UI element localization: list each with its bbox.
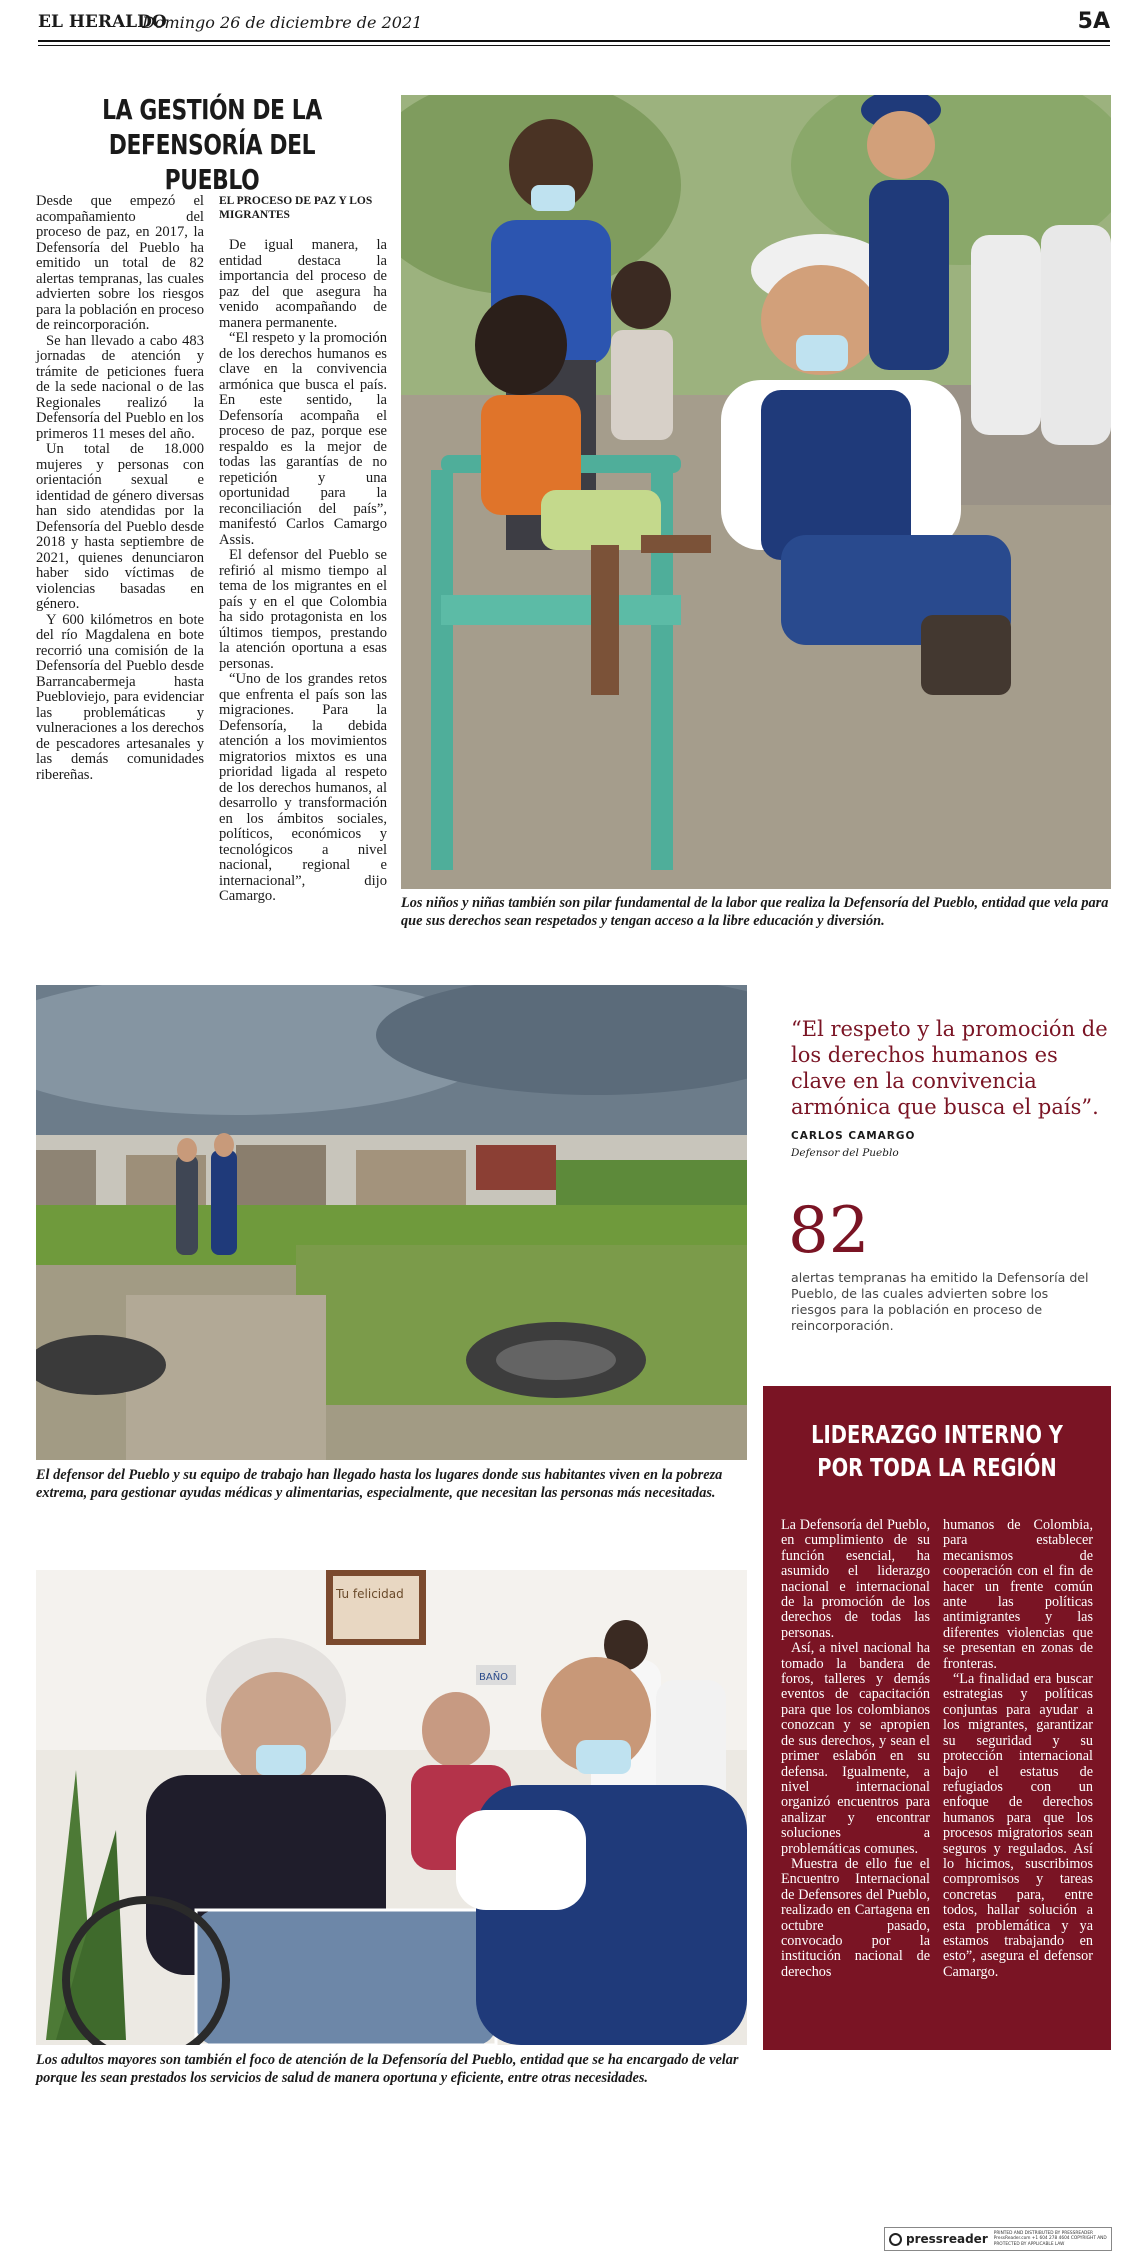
sidebar-title: LIDERAZGO INTERNO Y POR TODA LA REGIÓN xyxy=(811,1420,1063,1482)
article-column-1 xyxy=(36,194,204,783)
header-rule xyxy=(38,40,1110,42)
pressreader-brand: pressreader xyxy=(906,2232,988,2246)
article-column-2 xyxy=(219,194,387,905)
sign-bano: BAÑO xyxy=(479,1672,509,1683)
paragraph: humanos de Colombia, para establecer mecanismos de cooperación con el fin de hacer un frente común ante las políticas antimigrantes y las diferentes violencias que se presentan en zonas de fronteras. xyxy=(943,1517,1093,1672)
pull-quote: “El respeto y la promoción de los derechos humanos es clave en la convivencia armónica que busca el país”. xyxy=(791,1017,1108,1119)
paragraph: “La finalidad era buscar estrategias y políticas conjuntas para ayudar a los migrantes, garantizar su seguridad y su protección internacional bajo el estatus de refugiados con un enfoque de derechos humanos para que los procesos migratorios sean seguros y regulados. Así lo hicimos, suscribimos compromisos y tareas concretas para, entre todos, hallar solución a esta problemática y ya estamos trabajando en esto”, asegura el defensor Camargo. xyxy=(943,1671,1093,1980)
sidebar-box xyxy=(763,1386,1111,2050)
article-headline: LA GESTIÓN DE LA DEFENSORÍA DEL PUEBLO xyxy=(102,93,322,196)
paragraph: De igual manera, la entidad destaca la importancia del proceso de paz del que asegura ha venido acompañando de manera permanente. xyxy=(219,237,387,331)
paragraph: Así, a nivel nacional ha tomado la bandera de foros, talleres y demás eventos de capacitación para que los colombianos conozcan y se apropien de sus derechos, y sean el primer eslabón en su defensa. Igualmente, a nivel internacional organizó encuentros para analizar y encontrar soluciones a problemáticas comunes. xyxy=(781,1640,930,1857)
page-header xyxy=(38,6,1110,36)
header-rule-thin xyxy=(38,45,1110,46)
section-subhead: EL PROCESO DE PAZ Y LOS MIGRANTES xyxy=(219,195,373,221)
paragraph: Desde que empezó el acompañamiento del proceso de paz, en 2017, la Defensoría del Pueblo ha emitido un total de 82 alertas tempranas, las cuales advierten sobre los riesgos para la población en proceso de reincorporación. xyxy=(36,193,204,333)
pressreader-fine-print: PRINTED AND DISTRIBUTED BY PRESSREADER PressReader.com +1 604 278 4604 COPYRIGHT AND PROTECTED BY APPLICABLE LAW xyxy=(993,2231,1107,2247)
paragraph: “Uno de los grandes retos que enfrenta el país son las migraciones. Para la Defensoría, la debida atención a los movimientos migratorios mixtos es una prioridad ligada al respeto de los derechos humanos, al desarrollo y transformación en los ámbitos sociales, políticos, económicos y tecnológicos a nivel nacional, regional e internacional”, dijo Camargo. xyxy=(219,671,387,904)
issue-date: Domingo 26 de diciembre de 2021 xyxy=(142,13,423,32)
photo-caption: Los adultos mayores son también el foco de atención de la Defensoría del Pueblo, entidad que se ha encargado de velar porque les sean prestados los servicios de salud de manera oportuna y eficiente, entre otras necesidades. xyxy=(36,2052,739,2086)
paragraph: Se han llevado a cabo 483 jornadas de atención y trámite de peticiones fuera de la sede nacional o de las Regionales realizó la Defensoría del Pueblo en los primeros 11 meses del año. xyxy=(36,332,204,442)
stat-number: 82 xyxy=(788,1194,870,1268)
page-number: 5A xyxy=(1077,9,1110,34)
photo-elderly-care xyxy=(36,1570,747,2045)
paragraph: “El respeto y la promoción de los derechos humanos es clave en la convivencia armónica que busca el país. En este sentido, la Defensoría acompaña el proceso de paz, porque ese respaldo es la mejor de todas las garantías de no repetición y una oportunidad para la reconciliación del país”, manifestó Carlos Camargo Assis. xyxy=(219,330,387,548)
paragraph: Un total de 18.000 mujeres y personas con orientación sexual e identidad de género diversas han sido atendidas por la Defensoría del Pueblo desde 2018 y hasta septiembre de 2021, quienes denunciaron haber sido víctimas de violencias basadas en género. xyxy=(36,441,204,612)
quote-author: CARLOS CAMARGO xyxy=(791,1130,916,1142)
stat-description: alertas tempranas ha emitido la Defensoría del Pueblo, de las cuales advierten sobre los riesgos para la población en proceso de reincorporación. xyxy=(791,1270,1089,1333)
paragraph: Muestra de ello fue el Encuentro Internacional de Defensores del Pueblo, realizado en Cartagena en octubre pasado, convocado por la institución nacional de derechos xyxy=(781,1855,930,1980)
sidebar-column-2 xyxy=(943,1518,1093,1980)
quote-author-role: Defensor del Pueblo xyxy=(791,1147,899,1159)
paragraph: Y 600 kilómetros en bote del río Magdalena en bote recorrió una comisión de la Defensoría del Pueblo desde Barrancabermeja hasta Puebloviejo, para evidenciar las problemáticas y vulneraciones a los derechos de pescadores artesanales y las demás comunidades ribereñas. xyxy=(36,611,204,783)
paragraph: El defensor del Pueblo se refirió al mismo tiempo al tema de los migrantes en el país y en el que Colombia ha sido protagonista en los últimos tiempos, prestando la atención oportuna a esas personas. xyxy=(219,547,387,672)
newspaper-name: EL HERALDO xyxy=(38,12,167,32)
paragraph: La Defensoría del Pueblo, en cumplimiento de su función esencial, ha asumido el liderazgo nacional e internacional de la promoción de los derechos de todas las personas. xyxy=(781,1517,930,1641)
sidebar-column-1 xyxy=(781,1518,930,1980)
photo-caption: El defensor del Pueblo y su equipo de trabajo han llegado hasta los lugares donde sus habitantes viven en la pobreza extrema, para gestionar ayudas médicas y alimentarias, especialmente, que necesitan las personas más necesitadas. xyxy=(36,1467,723,1501)
photo-caption: Los niños y niñas también son pilar fundamental de la labor que realiza la Defensoría del Pueblo, entidad que vela para que sus derechos sean respetados y tengan acceso a la libre educación y diversión. xyxy=(401,895,1109,929)
pressreader-badge[interactable] xyxy=(884,2227,1112,2251)
pressreader-logo xyxy=(889,2232,988,2246)
photo-children-visit xyxy=(401,95,1111,889)
sign-felicidad: Tu felicidad xyxy=(336,1587,404,1601)
pressreader-icon xyxy=(889,2233,902,2246)
photo-poverty-area xyxy=(36,985,747,1460)
